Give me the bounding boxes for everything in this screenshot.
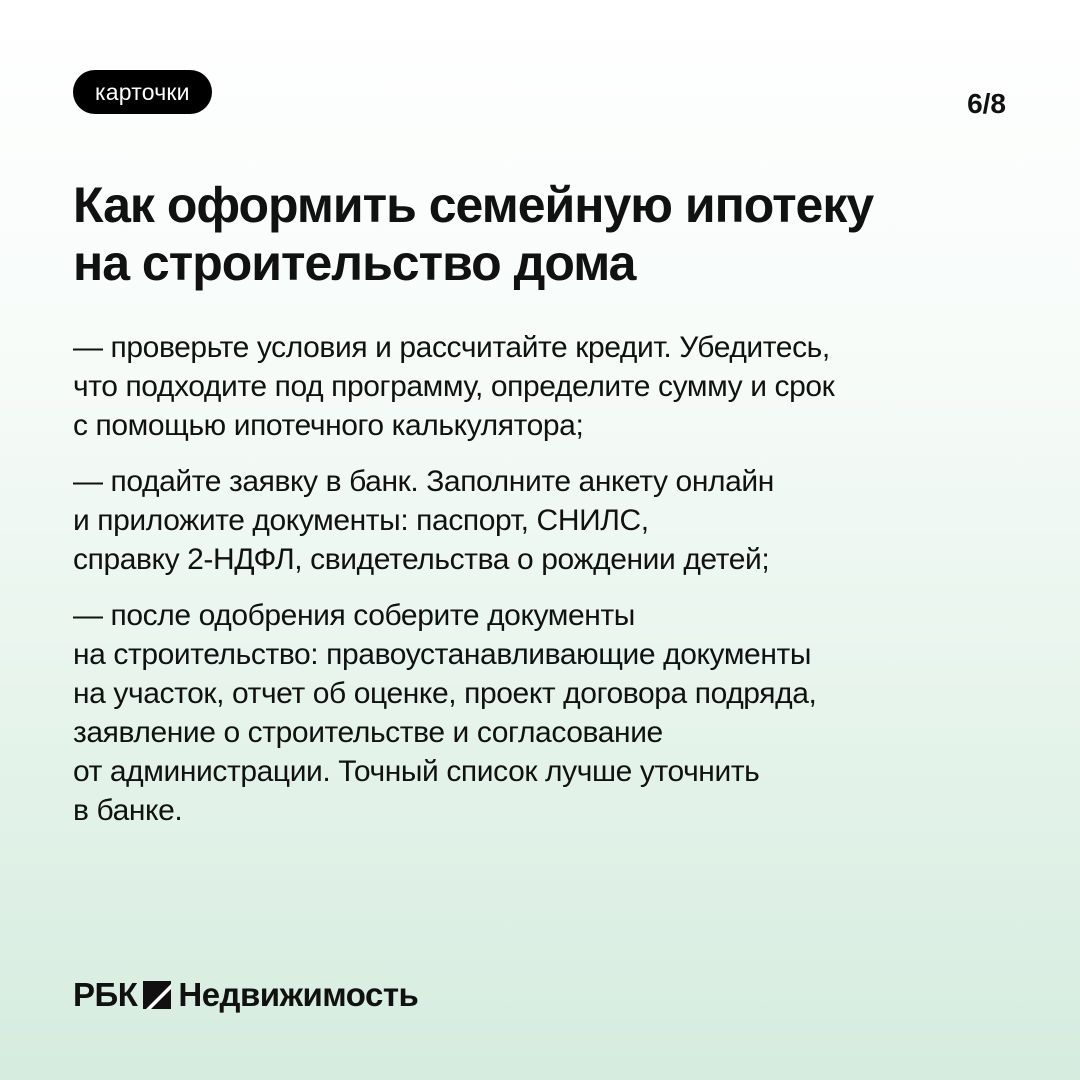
brand-logo: [73, 975, 418, 1015]
page-counter: 6/8: [967, 88, 1006, 119]
text-line: на участок, отчет об оценке, проект договора подряда,: [73, 677, 817, 710]
text-line: — после одобрения соберите документы: [73, 599, 635, 632]
brand-name-rbc: РБК: [73, 976, 138, 1013]
title-line: Как оформить семейную ипотеку: [73, 177, 874, 233]
text-line: что подходите под программу, определите сумму и срок: [73, 370, 835, 403]
step-submit-application: [73, 462, 1023, 579]
text-line: и приложите документы: паспорт, СНИЛС,: [73, 504, 649, 537]
text-line: в банке.: [73, 794, 183, 827]
step-collect-documents: [73, 596, 1023, 830]
brand-slash-icon: [143, 981, 171, 1009]
text-line: — подайте заявку в банк. Заполните анкету онлайн: [73, 465, 774, 498]
title-line: на строительство дома: [73, 235, 636, 291]
text-line: на строительство: правоустанавливающие документы: [73, 638, 811, 671]
step-check-conditions: [73, 328, 1023, 445]
text-line: справку 2-НДФЛ, свидетельства о рождении детей;: [73, 543, 770, 576]
page-title: [73, 176, 1013, 292]
steps-list: [73, 328, 1023, 847]
category-tag: карточки: [73, 70, 212, 114]
text-line: заявление о строительстве и согласование: [73, 716, 663, 749]
brand-name-realty: Недвижимость: [178, 976, 419, 1013]
text-line: — проверьте условия и рассчитайте кредит. Убедитесь,: [73, 331, 830, 364]
text-line: с помощью ипотечного калькулятора;: [73, 409, 584, 442]
text-line: от администрации. Точный список лучше уточнить: [73, 755, 760, 788]
